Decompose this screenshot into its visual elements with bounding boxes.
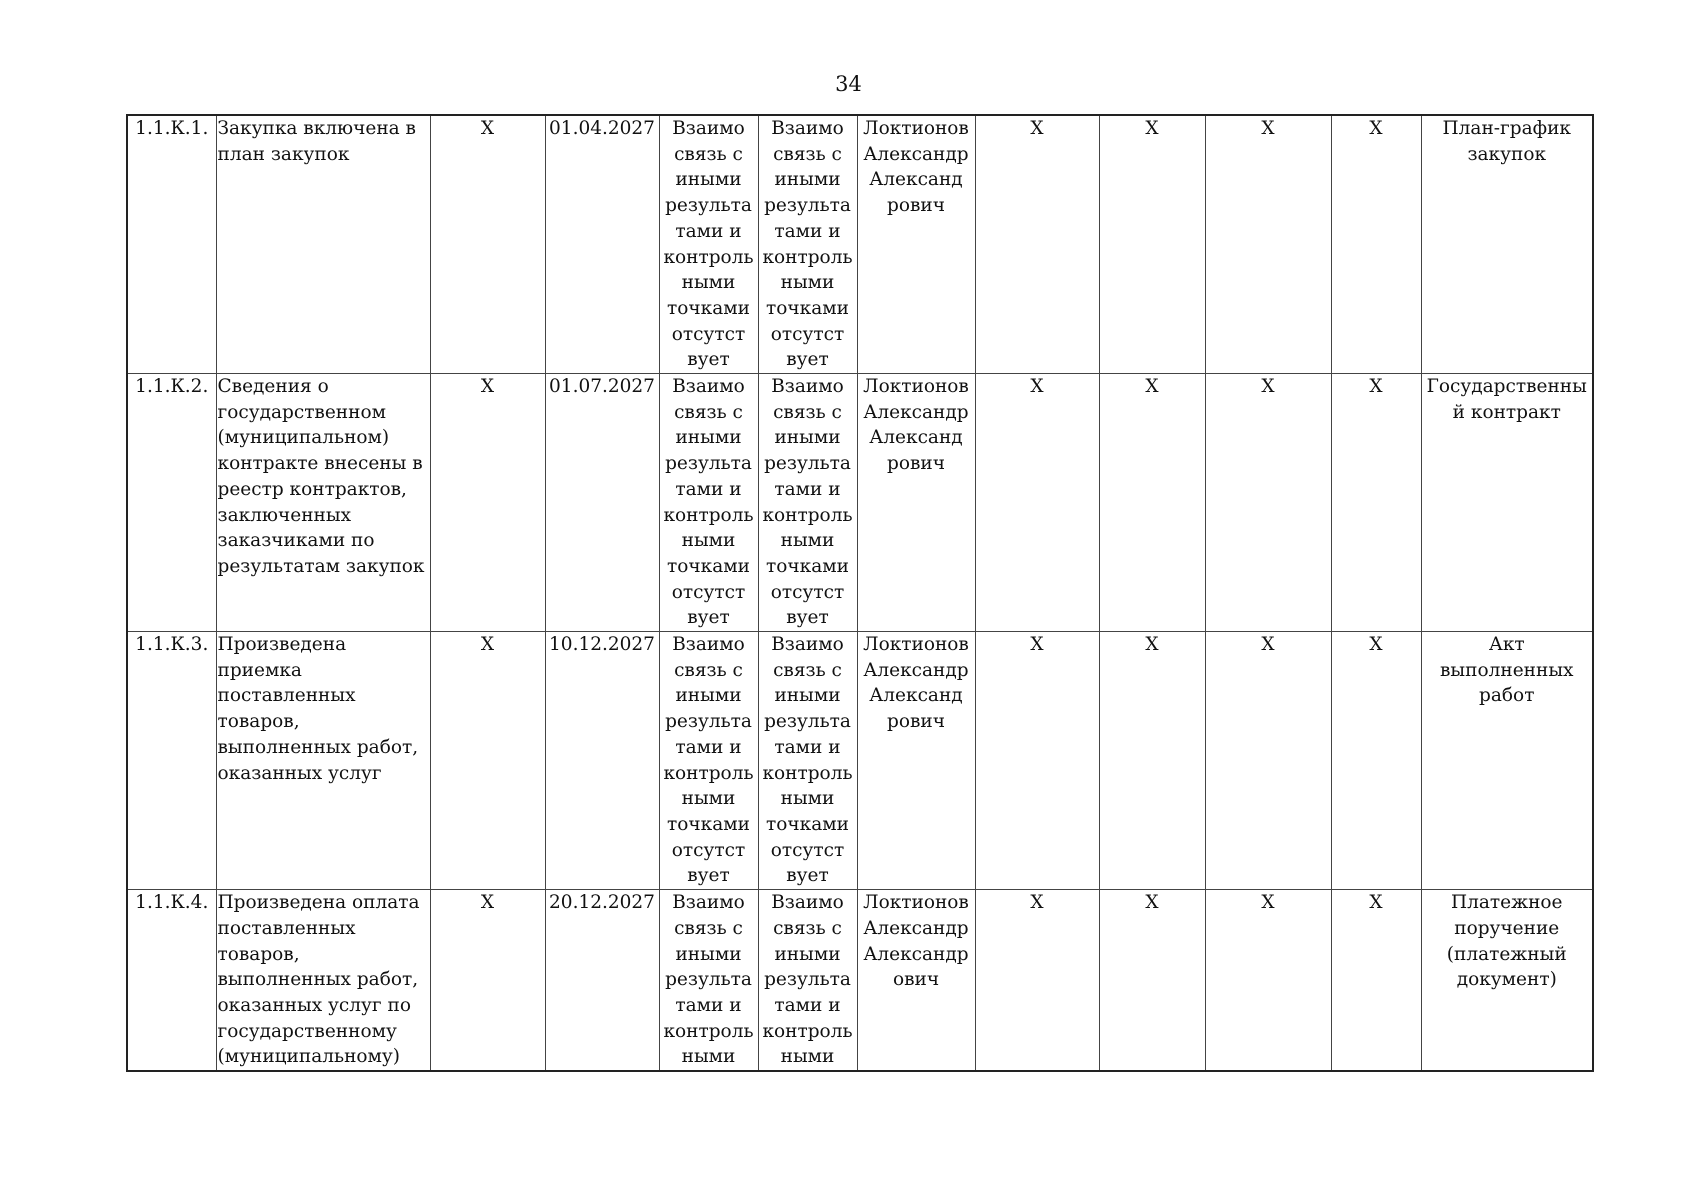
cell-x-mark: Х <box>1205 890 1331 1072</box>
relation-cell: Взаимо связь с иными результа тами и контроль ными точками отсутст вует <box>659 374 758 632</box>
row-number: 1.1.К.4. <box>127 890 216 1072</box>
due-date: 01.07.2027 <box>545 374 659 632</box>
cell-x-mark: Х <box>1099 890 1205 1072</box>
table-row <box>127 890 1593 1072</box>
responsible-person: Локтионов Александр Александ рович <box>857 632 975 890</box>
document-type: План-график закупок <box>1421 115 1593 374</box>
cell-x-mark: Х <box>1205 115 1331 374</box>
responsible-person: Локтионов Александр Александ рович <box>857 115 975 374</box>
row-number: 1.1.К.1. <box>127 115 216 374</box>
row-number: 1.1.К.3. <box>127 632 216 890</box>
responsible-person: Локтионов Александр Александ рович <box>857 374 975 632</box>
relation-cell: Взаимо связь с иными результа тами и контроль ными точками отсутст вует <box>758 374 857 632</box>
table-row <box>127 374 1593 632</box>
table-row <box>127 115 1593 374</box>
table-row <box>127 632 1593 890</box>
control-point-name: Произведена оплата поставленных товаров, выполненных работ, оказанных услуг по государственному (муниципальному) <box>216 890 430 1072</box>
cell-x-mark: Х <box>1205 374 1331 632</box>
control-point-name: Закупка включена в план закупок <box>216 115 430 374</box>
control-point-name: Произведена приемка поставленных товаров, выполненных работ, оказанных услуг <box>216 632 430 890</box>
cell-x-mark: Х <box>975 374 1099 632</box>
relation-cell: Взаимо связь с иными результа тами и контроль ными <box>758 890 857 1072</box>
cell-x-mark: Х <box>975 115 1099 374</box>
cell-x-mark: Х <box>430 115 545 374</box>
cell-x-mark: Х <box>1099 115 1205 374</box>
cell-x-mark: Х <box>1331 115 1421 374</box>
cell-x-mark: Х <box>975 632 1099 890</box>
cell-x-mark: Х <box>1331 890 1421 1072</box>
cell-x-mark: Х <box>1099 374 1205 632</box>
cell-x-mark: Х <box>1205 632 1331 890</box>
control-point-name: Сведения о государственном (муниципальном) контракте внесены в реестр контрактов, заключенных заказчиками по результатам закупок <box>216 374 430 632</box>
cell-x-mark: Х <box>975 890 1099 1072</box>
due-date: 01.04.2027 <box>545 115 659 374</box>
relation-cell: Взаимо связь с иными результа тами и контроль ными точками отсутст вует <box>758 115 857 374</box>
cell-x-mark: Х <box>430 374 545 632</box>
relation-cell: Взаимо связь с иными результа тами и контроль ными точками отсутст вует <box>659 115 758 374</box>
cell-x-mark: Х <box>1099 632 1205 890</box>
document-type: Акт выполненных работ <box>1421 632 1593 890</box>
due-date: 10.12.2027 <box>545 632 659 890</box>
control-points-table <box>126 114 1594 1072</box>
relation-cell: Взаимо связь с иными результа тами и контроль ными точками отсутст вует <box>758 632 857 890</box>
due-date: 20.12.2027 <box>545 890 659 1072</box>
relation-cell: Взаимо связь с иными результа тами и контроль ными <box>659 890 758 1072</box>
document-type: Платежное поручение (платежный документ) <box>1421 890 1593 1072</box>
responsible-person: Локтионов Александр Александр ович <box>857 890 975 1072</box>
cell-x-mark: Х <box>1331 374 1421 632</box>
page-number: 34 <box>835 72 862 96</box>
cell-x-mark: Х <box>430 890 545 1072</box>
relation-cell: Взаимо связь с иными результа тами и контроль ными точками отсутст вует <box>659 632 758 890</box>
row-number: 1.1.К.2. <box>127 374 216 632</box>
cell-x-mark: Х <box>1331 632 1421 890</box>
document-type: Государственный контракт <box>1421 374 1593 632</box>
cell-x-mark: Х <box>430 632 545 890</box>
